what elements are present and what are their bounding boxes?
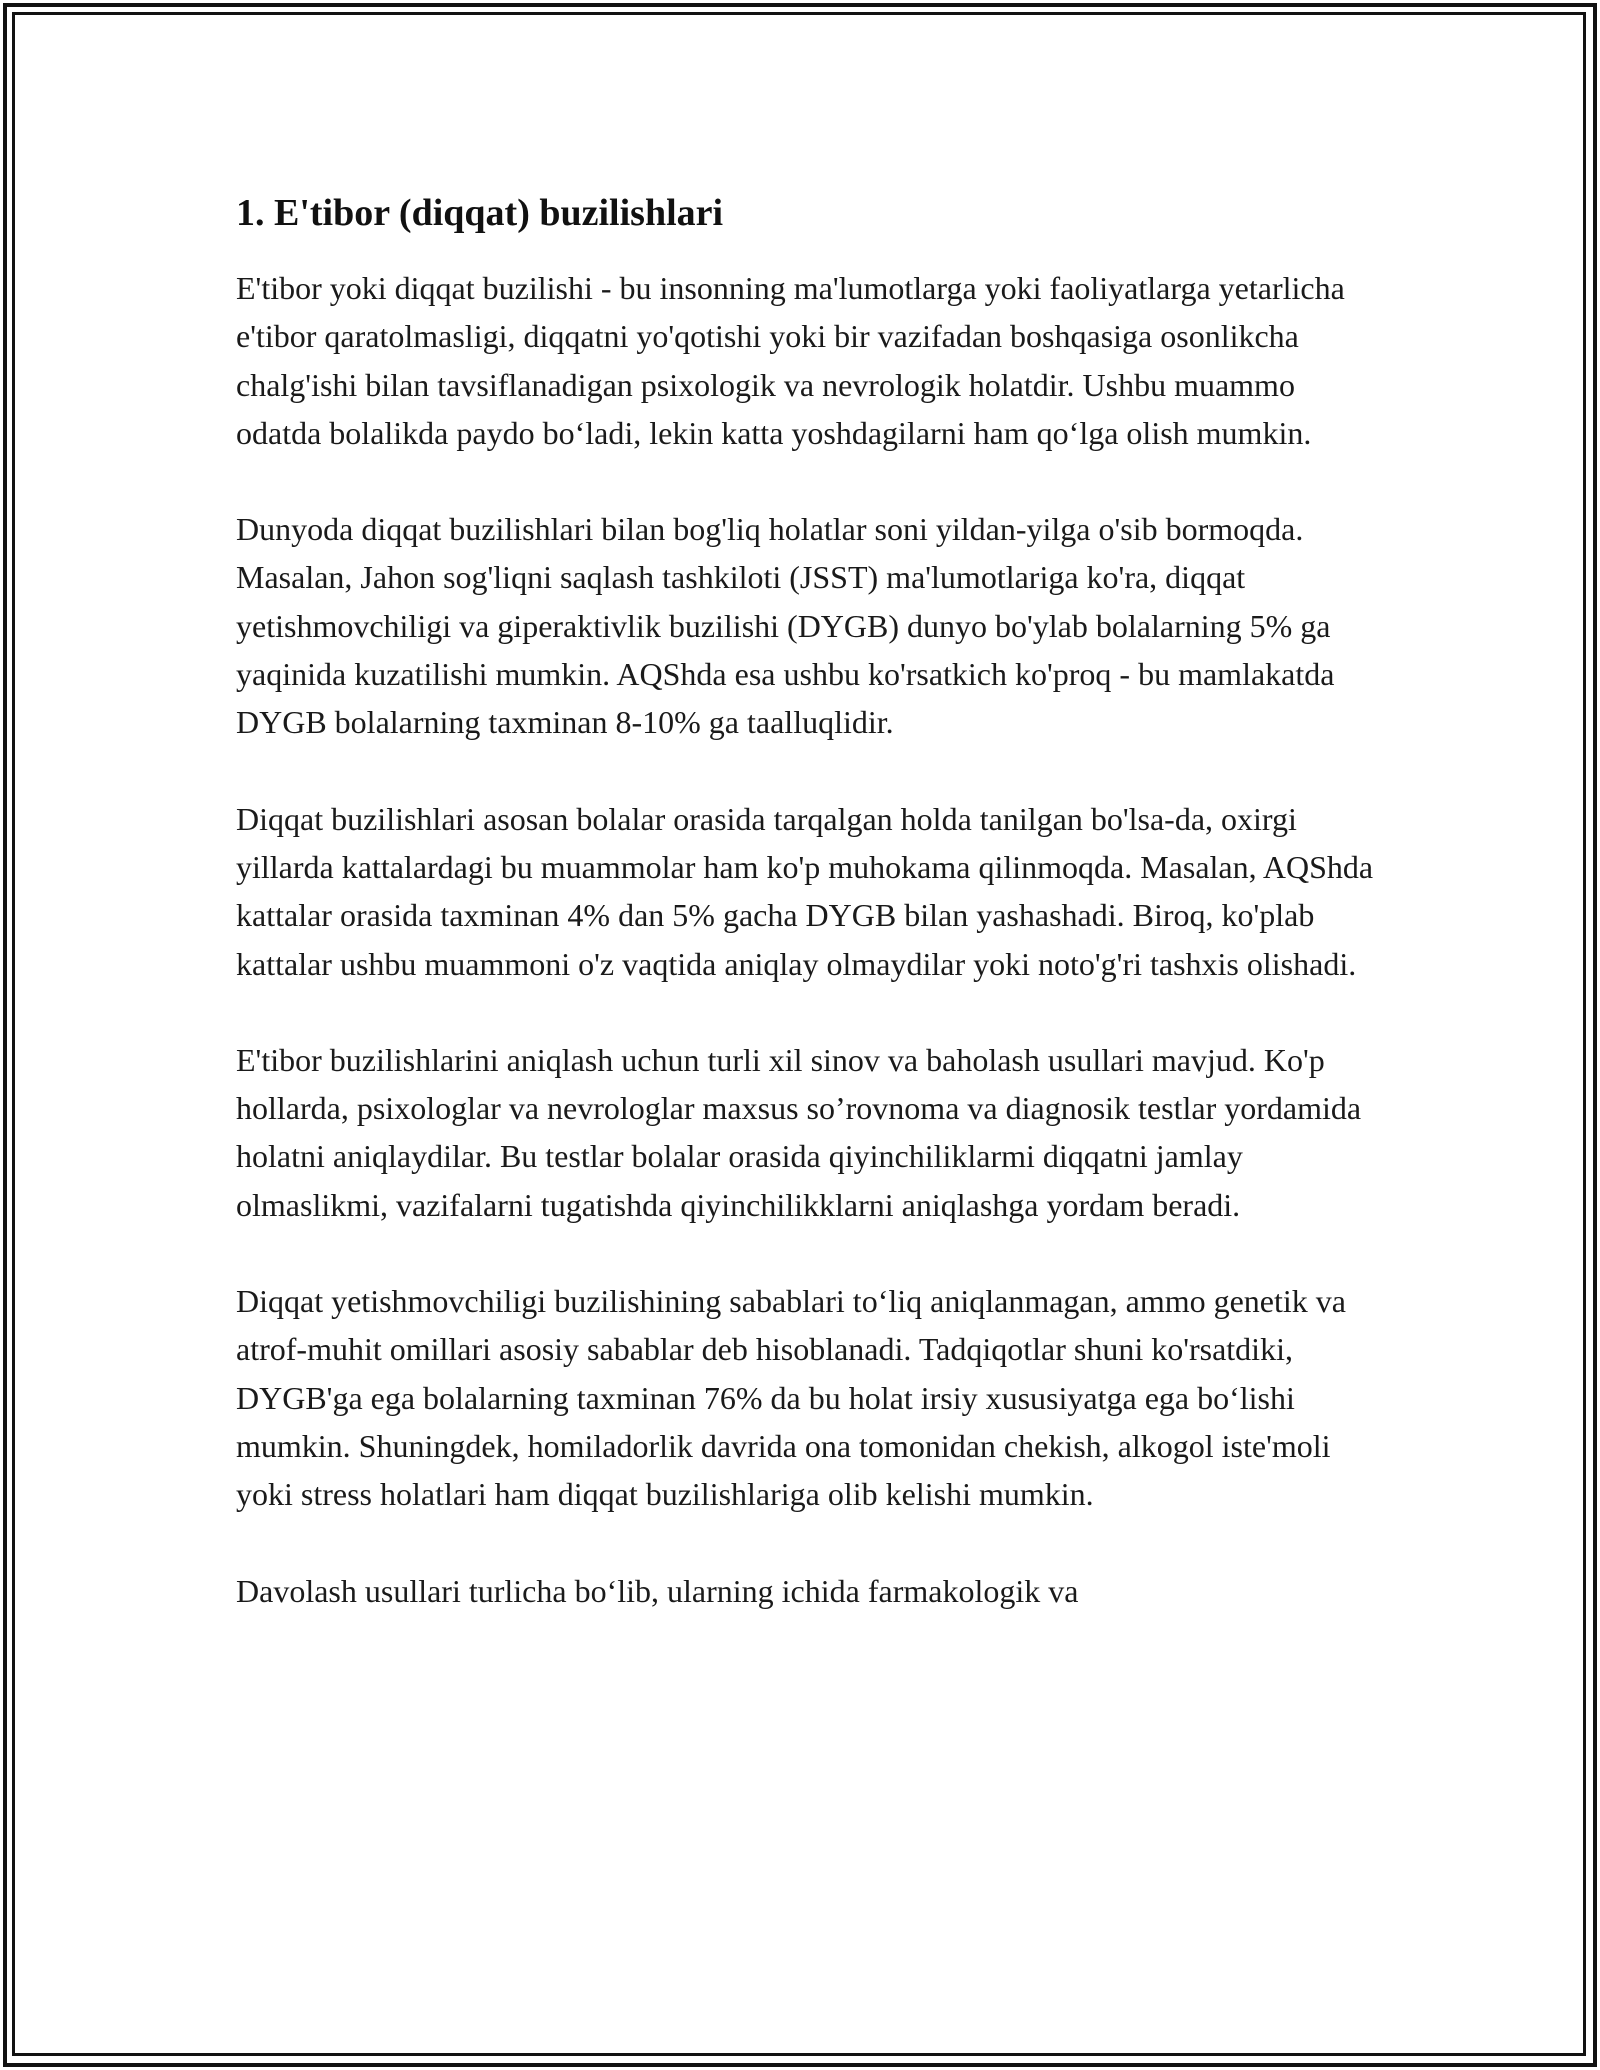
document-body [236, 186, 1376, 1663]
paragraph-causes: Diqqat yetishmovchiligi buzilishining sabablari toʻliq aniqlanmagan, ammo genetik va atrof-muhit omillari asosiy sabablar deb hisoblanadi. Tadqiqotlar shuni ko'rsatdiki, DYGB'ga ega bolalarning taxminan 76% da bu holat irsiy xususiyatga ega boʻlishi mumkin. Shuningdek, homiladorlik davrida ona tomonidan chekish, alkogol iste'moli yoki stress holatlari ham diqqat buzilishlariga olib kelishi mumkin. [236, 1283, 1346, 1513]
paragraph-treatment: Davolash usullari turlicha boʻlib, ularning ichida farmakologik va [236, 1572, 1079, 1609]
paragraph-diagnosis: E'tibor buzilishlarini aniqlash uchun turli xil sinov va baholash usullari mavjud. Ko'p hollarda, psixologlar va nevrologlar maxsus so’rovnoma va diagnosik testlar yordamida holatni aniqlaydilar. Bu testlar bolalar orasida qiyinchiliklarmi diqqatni jamlay olmaslikmi, vazifalarni tugatishda qiyinchilikklarni aniqlashga yordam beradi. [236, 1041, 1362, 1223]
paragraph-prevalence: Dunyoda diqqat buzilishlari bilan bog'liq holatlar soni yildan-yilga o'sib bormoqda. Masalan, Jahon sog'liqni saqlash tashkiloti (JSST) ma'lumotlariga ko'ra, diqqat yetishmovchiligi va giperaktivlik buzilishi (DYGB) dunyo bo'ylab bolalarning 5% ga yaqinida kuzatilishi mumkin. AQShda esa ushbu ko'rsatkich ko'proq - bu mamlakatda DYGB bolalarning taxminan 8-10% ga taalluqlidir. [236, 511, 1335, 741]
section-title: 1. E'tibor (diqqat) buzilishlari [236, 192, 724, 234]
paragraph-adults: Diqqat buzilishlari asosan bolalar orasida tarqalgan holda tanilgan bo'lsa-da, oxirgi yillarda kattalardagi bu muammolar ham ko'p muhokama qilinmoqda. Masalan, AQShda kattalar orasida taxminan 4% dan 5% gacha DYGB bilan yashashadi. Biroq, ko'plab kattalar ushbu muammoni o'z vaqtida aniqlay olmaydilar yoki noto'g'ri tashxis olishadi. [236, 800, 1374, 982]
paragraph-definition: E'tibor yoki diqqat buzilishi - bu insonning ma'lumotlarga yoki faoliyatlarga yetarlicha e'tibor qaratolmasligi, diqqatni yo'qotishi yoki bir vazifadan boshqasiga osonlikcha chalg'ishi bilan tavsiflanadigan psixologik va nevrologik holatdir. Ushbu muammo odatda bolalikda paydo boʻladi, lekin katta yoshdagilarni ham qoʻlga olish mumkin. [236, 270, 1345, 451]
